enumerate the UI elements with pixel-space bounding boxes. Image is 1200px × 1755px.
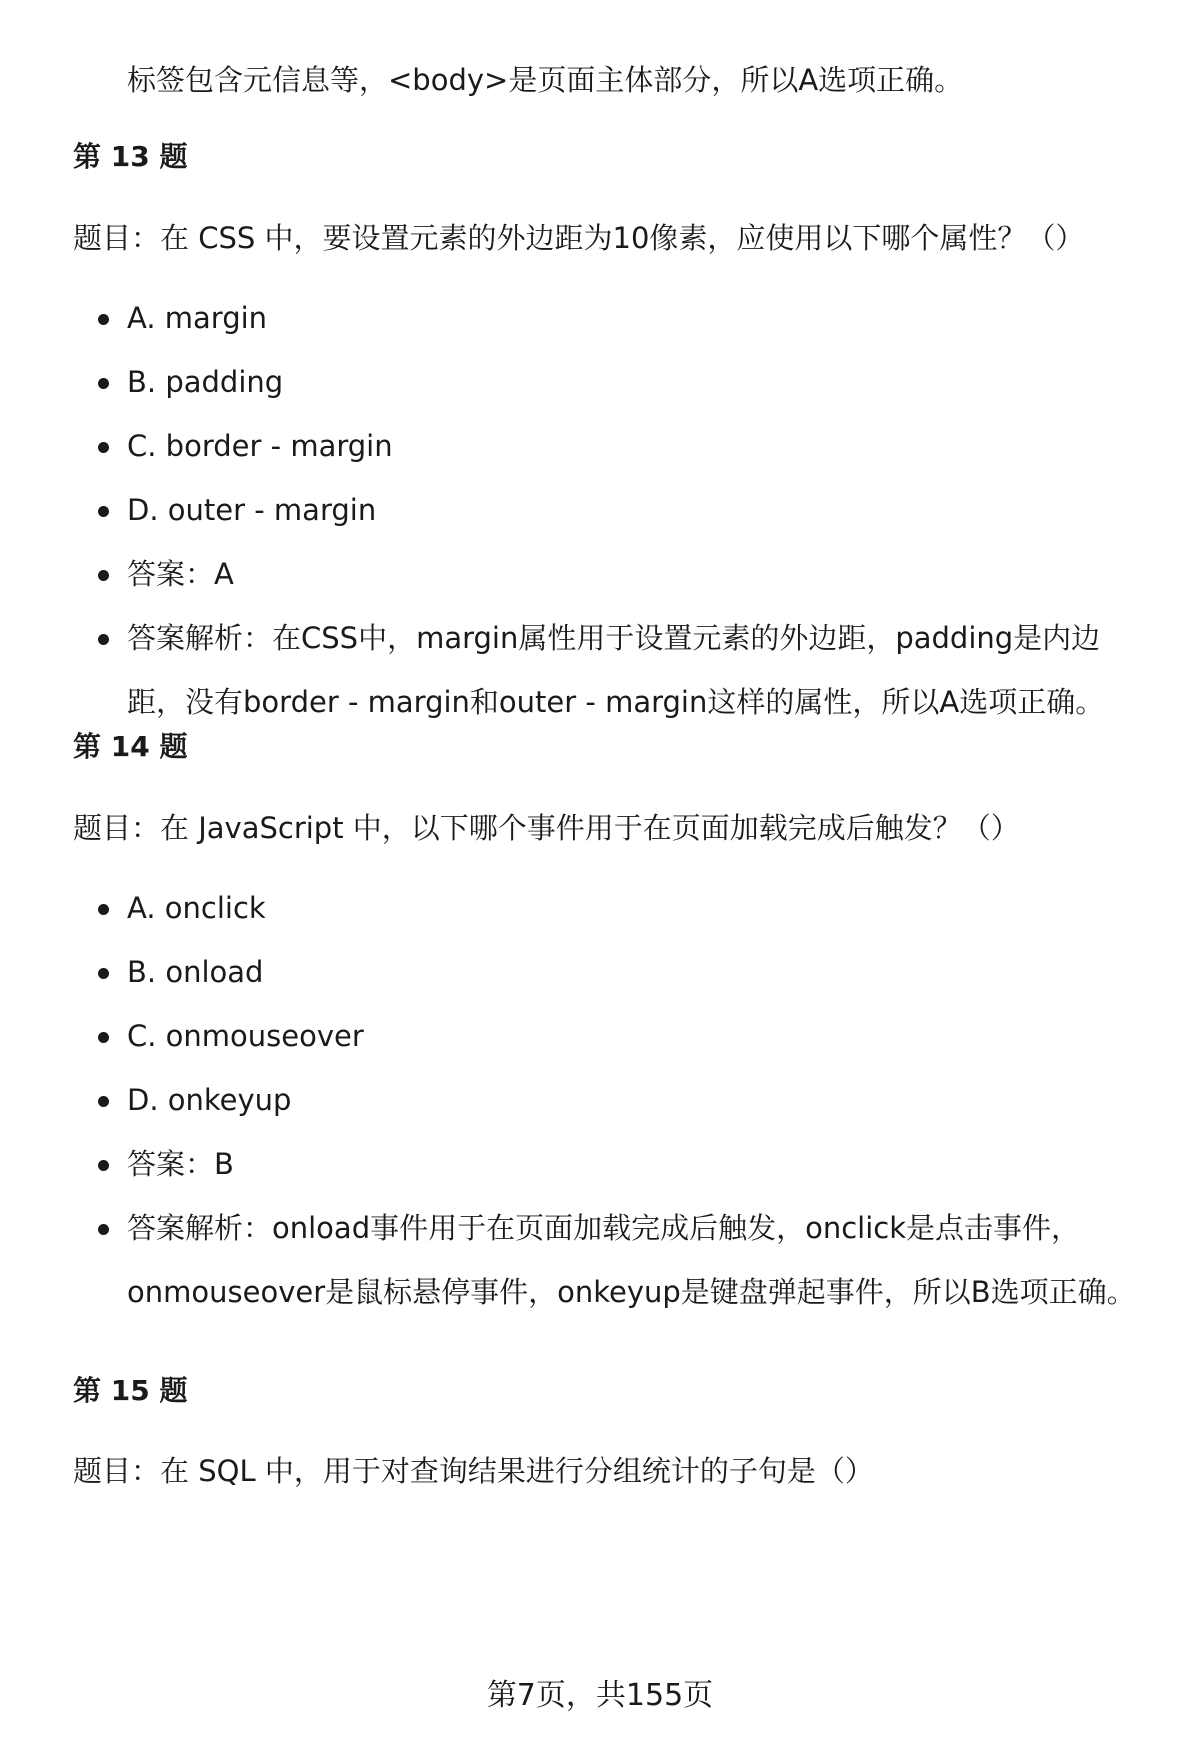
question-14-options — [0, 876, 1200, 1324]
option-d: D. outer - margin — [0, 478, 1200, 542]
previous-explanation-continuation: 标签包含元信息等，<body>是页面主体部分，所以A选项正确。 — [127, 63, 964, 97]
option-b: B. padding — [0, 350, 1200, 414]
answer: 答案：A — [0, 542, 1200, 606]
option-c: C. border - margin — [0, 414, 1200, 478]
answer-explanation: 答案解析：onload事件用于在页面加载完成后触发，onclick是点击事件，onmouseover是鼠标悬停事件，onkeyup是键盘弹起事件，所以B选项正确。 — [0, 1196, 1147, 1324]
question-14-prompt: 题目：在 JavaScript 中，以下哪个事件用于在页面加载完成后触发？（） — [73, 811, 1020, 845]
question-15-prompt: 题目：在 SQL 中，用于对查询结果进行分组统计的子句是（） — [73, 1454, 874, 1488]
question-15-heading: 第 15 题 — [73, 1374, 188, 1407]
question-13-prompt: 题目：在 CSS 中，要设置元素的外边距为10像素，应使用以下哪个属性？（） — [73, 221, 1085, 255]
option-a: A. margin — [0, 286, 1200, 350]
answer-explanation: 答案解析：在CSS中，margin属性用于设置元素的外边距，padding是内边距，没有border - margin和outer - margin这样的属性，所以A选项正确。 — [0, 606, 1147, 734]
option-d: D. onkeyup — [0, 1068, 1200, 1132]
answer: 答案：B — [0, 1132, 1200, 1196]
question-14-heading: 第 14 题 — [73, 730, 188, 763]
option-b: B. onload — [0, 940, 1200, 1004]
question-13-options — [0, 286, 1200, 734]
page-number-footer: 第7页，共155页 — [486, 1678, 714, 1713]
option-a: A. onclick — [0, 876, 1200, 940]
question-13-heading: 第 13 题 — [73, 140, 188, 173]
option-c: C. onmouseover — [0, 1004, 1200, 1068]
